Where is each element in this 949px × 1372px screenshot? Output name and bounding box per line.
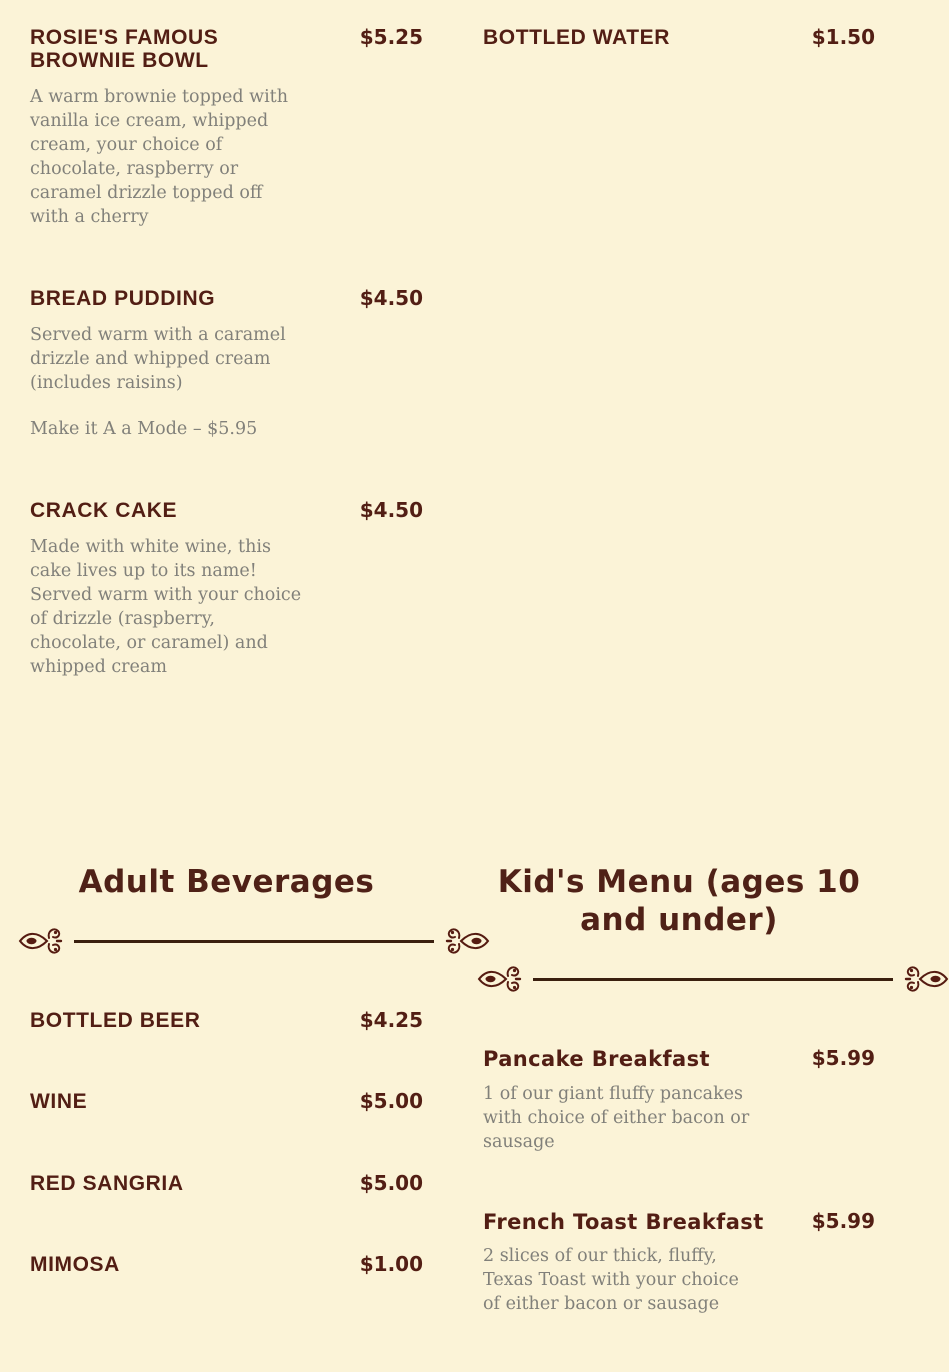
item-description: 2 slices of our thick, fluffy, Texas Toast with your choice of either bacon or sausage bbox=[483, 1245, 739, 1314]
menu-item-bread-pudding bbox=[30, 287, 423, 441]
item-price: $5.25 bbox=[359, 25, 423, 49]
section-title-adult-beverages: Adult Beverages bbox=[78, 864, 375, 901]
kids-menu-section bbox=[483, 863, 875, 1371]
menu-item-mimosa bbox=[30, 1253, 423, 1276]
item-name: CRACK CAKE bbox=[30, 499, 178, 523]
item-price: $5.00 bbox=[359, 1170, 423, 1195]
item-name: BREAD PUDDING bbox=[30, 287, 216, 311]
menu-top-row bbox=[30, 26, 875, 737]
section-title-kids-menu: Kid's Menu (ages 10 and under) bbox=[497, 864, 861, 939]
item-name: WINE bbox=[30, 1090, 88, 1114]
item-description: Served warm with a caramel drizzle and whipped cream (includes raisins) bbox=[30, 325, 286, 394]
item-name: RED SANGRIA bbox=[30, 1171, 184, 1195]
adult-beverages-items bbox=[30, 1009, 423, 1275]
section-divider bbox=[477, 963, 949, 995]
divider-ornament-icon bbox=[18, 925, 62, 957]
divider-rule bbox=[74, 940, 434, 943]
item-header bbox=[483, 1047, 875, 1071]
item-header bbox=[30, 287, 423, 310]
item-price: $4.50 bbox=[359, 498, 423, 523]
drinks-column bbox=[483, 26, 875, 737]
item-price: $5.00 bbox=[359, 1089, 423, 1114]
item-name: BOTTLED BEER bbox=[30, 1009, 201, 1033]
item-name: ROSIE'S FAMOUS BROWNIE BOWL bbox=[30, 26, 219, 73]
menu-item-crack-cake bbox=[30, 499, 423, 679]
item-header bbox=[30, 1253, 423, 1276]
divider-ornament-icon bbox=[477, 963, 521, 995]
menu-item-brownie-bowl bbox=[30, 26, 423, 229]
item-price: $1.00 bbox=[359, 1251, 423, 1276]
item-price: $4.25 bbox=[359, 1008, 423, 1033]
item-header bbox=[30, 26, 423, 72]
item-upsell-note: Make it A a Mode – $5.95 bbox=[30, 419, 258, 440]
item-header bbox=[483, 1210, 875, 1234]
item-price: $1.50 bbox=[811, 25, 875, 49]
item-price: $5.99 bbox=[811, 1046, 875, 1071]
menu-item-bottled-beer bbox=[30, 1009, 423, 1032]
desserts-column bbox=[30, 26, 423, 737]
item-name: MIMOSA bbox=[30, 1252, 120, 1276]
item-description: 1 of our giant fluffy pancakes with choice of either bacon or sausage bbox=[483, 1083, 750, 1152]
item-price: $4.50 bbox=[359, 286, 423, 311]
menu-item-red-sangria bbox=[30, 1172, 423, 1195]
divider-ornament-icon bbox=[446, 925, 490, 957]
item-price: $5.99 bbox=[811, 1208, 875, 1233]
item-name: French Toast Breakfast bbox=[483, 1209, 764, 1234]
item-description: Made with white wine, this cake lives up to its name! Served warm with your choice of drizzle (raspberry, chocolate, or caramel) and whipped cream bbox=[30, 537, 302, 678]
menu-item-bottled-water bbox=[483, 26, 875, 49]
item-name: BOTTLED WATER bbox=[483, 26, 671, 49]
menu-item-pancake-breakfast bbox=[483, 1047, 875, 1153]
item-description: A warm brownie topped with vanilla ice cream, whipped cream, your choice of chocolate, raspberry or caramel drizzle topped off with a cherry bbox=[30, 87, 288, 228]
item-header bbox=[30, 1172, 423, 1195]
kids-menu-items bbox=[483, 1047, 875, 1315]
divider-rule bbox=[533, 978, 893, 981]
menu-item-wine bbox=[30, 1090, 423, 1113]
item-name: Pancake Breakfast bbox=[483, 1047, 710, 1072]
menu-item-french-toast-breakfast bbox=[483, 1210, 875, 1316]
item-header bbox=[483, 26, 875, 49]
item-header bbox=[30, 1090, 423, 1113]
item-header bbox=[30, 499, 423, 522]
section-divider bbox=[18, 925, 490, 957]
item-header bbox=[30, 1009, 423, 1032]
divider-ornament-icon bbox=[905, 963, 949, 995]
menu-bottom-row bbox=[30, 863, 875, 1371]
adult-beverages-section bbox=[30, 863, 423, 1371]
